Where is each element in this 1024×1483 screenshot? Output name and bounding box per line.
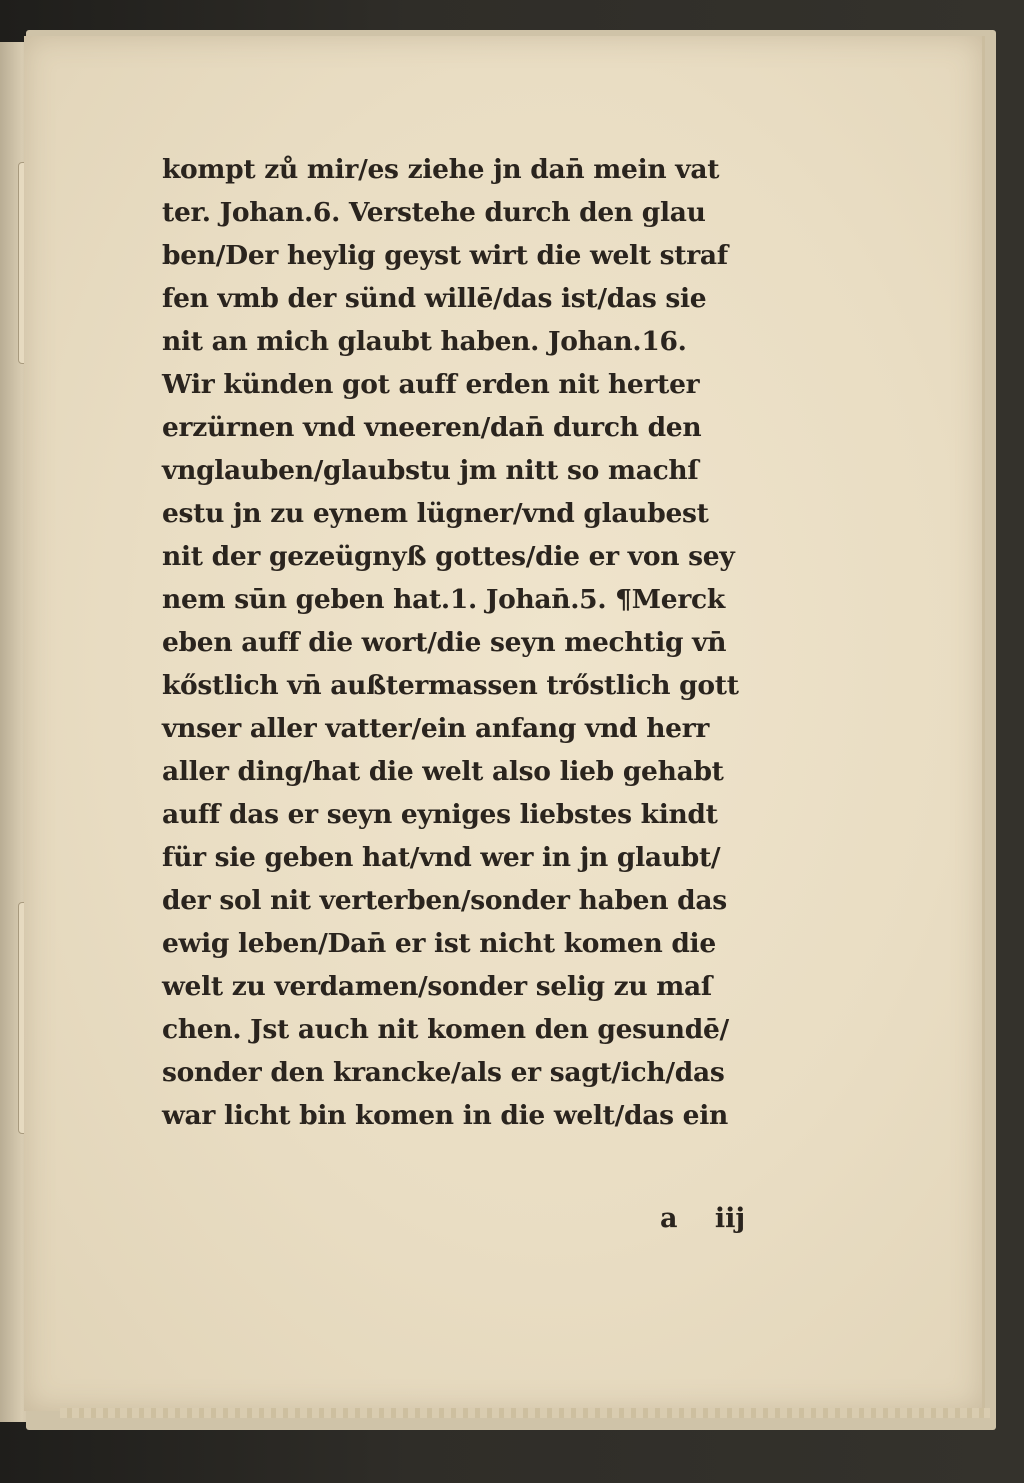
text-block (162, 148, 834, 1137)
text-line: fen vmb der sünd willē/das ist/das sie (162, 283, 707, 314)
text-line: ewig leben/Dan̄ er ist nicht komen die (162, 928, 716, 959)
text-line: vnglauben/glaubstu jm nitt so machſ (162, 455, 699, 486)
text-line: aller ding/hat die welt also lieb gehabt (162, 756, 724, 787)
text-line: der sol nit verterben/sonder haben das (162, 885, 727, 916)
text-line: Wir künden got auff erden nit herter (162, 369, 700, 400)
text-line: kompt zů mir/es ziehe jn dan̄ mein vat (162, 154, 720, 185)
text-line: sonder den krancke/als er sagt/ich/das (162, 1057, 725, 1088)
text-line: vnser aller vatter/ein anfang vnd herr (162, 713, 710, 744)
text-line: ben/Der heylig geyst wirt die welt straf (162, 240, 728, 271)
text-line: nit der gezeügnyß gottes/die er von sey (162, 541, 735, 572)
text-line: auff das er seyn eyniges liebstes kindt (162, 799, 718, 830)
text-line: ter. Johan.6. Verstehe durch den glau (162, 197, 706, 228)
deckle-edge (60, 1408, 990, 1418)
text-line: erzürnen vnd vneeren/dan̄ durch den (162, 412, 702, 443)
text-line: kőstlich vn̄ außtermassen trőstlich gott (162, 670, 739, 701)
text-line: nit an mich glaubt haben. Johan.16. (162, 326, 687, 357)
text-line: estu jn zu eynem lügner/vnd glaubest (162, 498, 709, 529)
text-line: eben auff die wort/die seyn mechtig vn̄ (162, 627, 727, 658)
text-line: welt zu verdamen/sonder selig zu maſ (162, 971, 712, 1002)
text-line: war licht bin komen in die welt/das ein (162, 1100, 728, 1131)
text-line: für sie geben hat/vnd wer in jn glaubt/ (162, 842, 721, 873)
text-line: chen. Jst auch nit komen den gesundē/ (162, 1014, 729, 1045)
signature-mark: a iij (660, 1203, 746, 1234)
text-line: nem sūn geben hat.1. Johan̄.5. ¶Merck (162, 584, 725, 615)
